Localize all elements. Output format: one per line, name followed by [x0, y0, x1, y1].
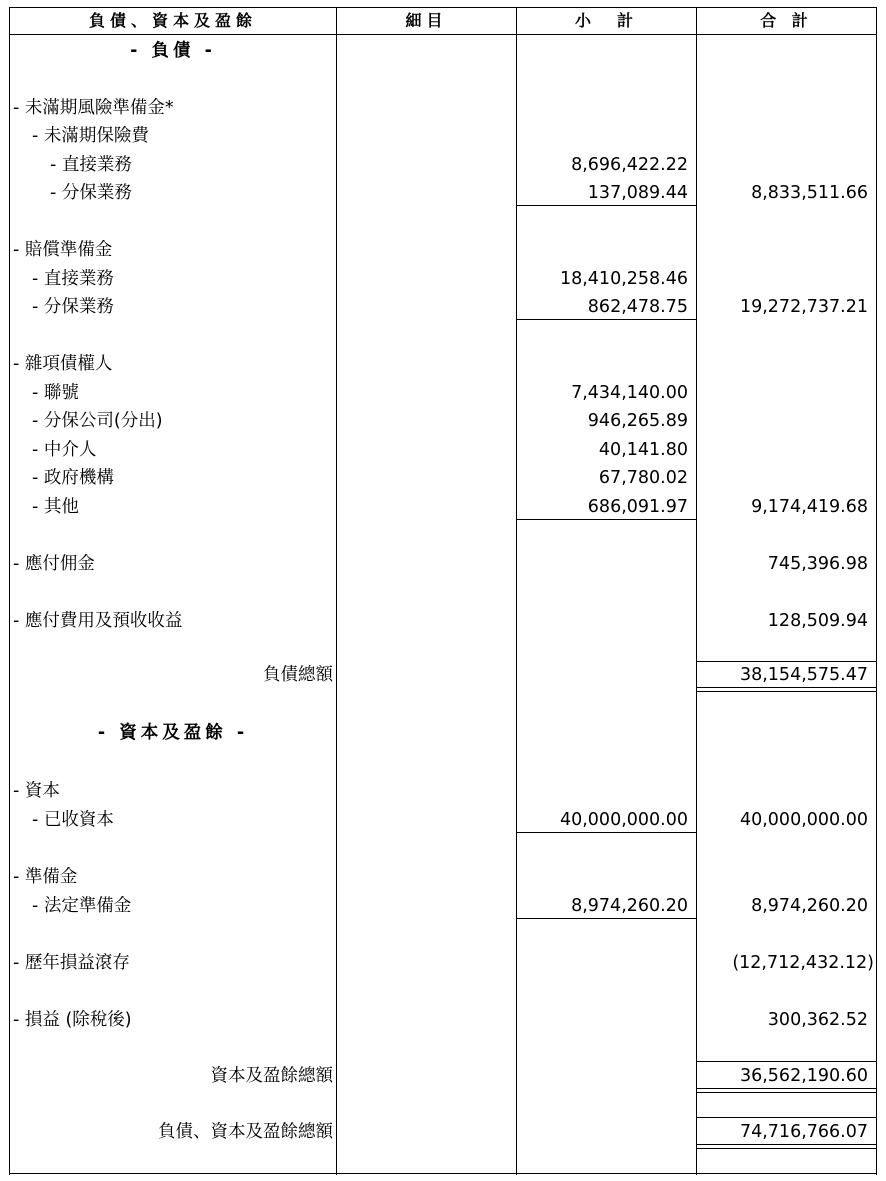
total-sundry-creditors: 9,174,419.68: [751, 497, 868, 517]
total-double-rule: [697, 691, 877, 692]
subtotal-others: 686,091.97: [587, 497, 688, 517]
total-rule: [697, 1061, 877, 1062]
total-profit-after-tax: 300,362.52: [767, 1010, 868, 1030]
label-total-capital-surplus: 資本及盈餘總額: [210, 1066, 333, 1086]
label-retained-earnings: - 歷年損益滾存: [13, 953, 130, 973]
total-double-rule: [697, 1148, 877, 1149]
header-detail: 細目: [405, 11, 448, 30]
label-total-liabilities: 負債總額: [263, 665, 333, 685]
header-liabilities-capital: 負債、資本及盈餘: [88, 11, 257, 30]
total-double-rule: [697, 1088, 877, 1089]
total-liabilities-value: 38,154,575.47: [739, 665, 868, 685]
label-statutory-reserve: - 法定準備金: [32, 896, 132, 916]
label-accrued-expenses: - 應付費用及預收收益: [13, 611, 183, 631]
label-direct-business: - 直接業務: [50, 155, 132, 175]
total-accrued-expenses: 128,509.94: [767, 611, 868, 631]
subtotal-rule: [517, 519, 697, 520]
header-subtotal: 小 計: [574, 11, 638, 30]
total-claims-reserve: 19,272,737.21: [739, 297, 868, 317]
label-intermediaries: - 中介人: [32, 440, 97, 460]
table-border-left: [9, 8, 10, 1175]
table-border-top: [9, 7, 877, 8]
subtotal-claims-direct: 18,410,258.46: [559, 269, 688, 289]
subtotal-claims-reinsurance: 862,478.75: [587, 297, 688, 317]
label-reinsurers-ceded: - 分保公司(分出): [32, 411, 163, 431]
total-double-rule: [697, 687, 877, 688]
subtotal-government: 67,780.02: [598, 468, 688, 488]
section-capital-surplus: - 資本及盈餘 -: [97, 723, 249, 743]
total-liabilities-capital-surplus-value: 74,716,766.07: [739, 1122, 868, 1142]
column-divider-3: [696, 8, 697, 1175]
subtotal-intermediaries: 40,141.80: [598, 440, 688, 460]
total-double-rule: [697, 1092, 877, 1093]
total-rule: [697, 661, 877, 662]
label-commissions-payable: - 應付佣金: [13, 554, 95, 574]
column-divider-1: [336, 8, 337, 1175]
label-capital: - 資本: [13, 781, 60, 801]
total-reserves: 8,974,260.20: [751, 896, 868, 916]
total-retained-earnings: (12,712,432.12): [732, 953, 874, 973]
label-unearned-premium: - 未滿期保險費: [32, 126, 149, 146]
subtotal-statutory-reserve: 8,974,260.20: [571, 896, 688, 916]
label-affiliates: - 聯號: [32, 383, 79, 403]
total-capital-surplus-value: 36,562,190.60: [739, 1066, 868, 1086]
label-claims-reserve: - 賠償準備金: [13, 240, 113, 260]
total-unexpired-risk-reserve: 8,833,511.66: [751, 183, 868, 203]
label-reinsurance-business: - 分保業務: [50, 183, 132, 203]
total-capital: 40,000,000.00: [739, 810, 868, 830]
label-profit-after-tax: - 損益 (除稅後): [13, 1010, 132, 1030]
subtotal-direct-business: 8,696,422.22: [571, 155, 688, 175]
label-others: - 其他: [32, 497, 79, 517]
label-claims-direct: - 直接業務: [32, 269, 114, 289]
subtotal-reinsurance-business: 137,089.44: [587, 183, 688, 203]
header-total: 合 計: [760, 11, 813, 30]
label-government: - 政府機構: [32, 468, 114, 488]
label-total-liabilities-capital-surplus: 負債、資本及盈餘總額: [158, 1122, 333, 1142]
section-liabilities: - 負債 -: [130, 41, 216, 61]
column-divider-2: [516, 8, 517, 1175]
total-rule: [697, 1117, 877, 1118]
subtotal-rule: [517, 918, 697, 919]
label-sundry-creditors: - 雜項債權人: [13, 354, 113, 374]
table-border-right: [876, 8, 877, 1175]
subtotal-rule: [517, 832, 697, 833]
header-divider: [9, 34, 877, 35]
label-claims-reinsurance: - 分保業務: [32, 297, 114, 317]
table-border-bottom: [9, 1173, 877, 1174]
total-double-rule: [697, 1144, 877, 1145]
label-reserves: - 準備金: [13, 867, 78, 887]
label-unexpired-risk-reserve: - 未滿期風險準備金*: [13, 98, 174, 118]
subtotal-rule: [517, 205, 697, 206]
subtotal-affiliates: 7,434,140.00: [571, 383, 688, 403]
subtotal-paid-up-capital: 40,000,000.00: [559, 810, 688, 830]
subtotal-reinsurers-ceded: 946,265.89: [587, 411, 688, 431]
subtotal-rule: [517, 319, 697, 320]
label-paid-up-capital: - 已收資本: [32, 810, 114, 830]
total-commissions-payable: 745,396.98: [767, 554, 868, 574]
